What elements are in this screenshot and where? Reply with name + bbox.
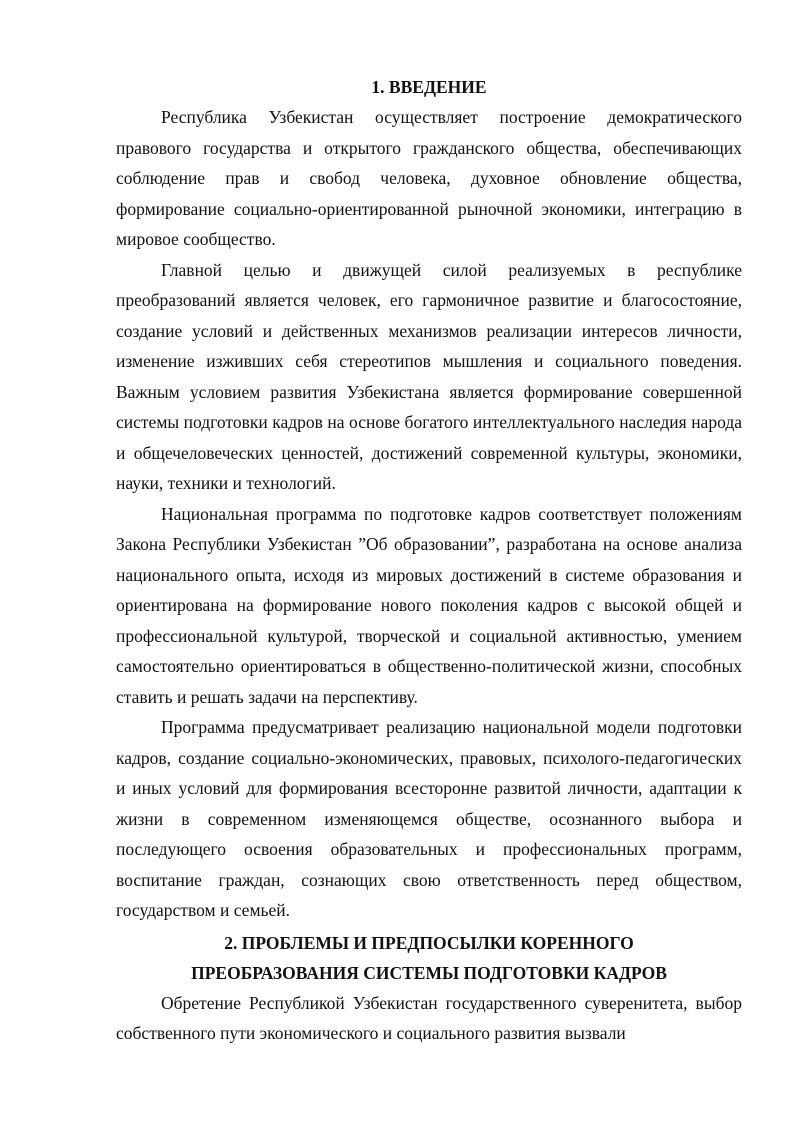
section-1-heading: 1. ВВЕДЕНИЕ <box>371 77 487 97</box>
section-1-paragraph-2: Главной целью и движущей силой реализуемых в республике преобразований является человек, его гармоничное развитие и благосостояние, создание условий и действенных механизмов реализации интересов личности, изменение изживших себя стереотипов мышления и социального поведения. Важным условием развития Узбекистана является формирование совершенной системы подготовки кадров на основе богатого интеллектуального наследия народа и общечеловеческих ценностей, достижений современной культуры, экономики, науки, техники и технологий. <box>116 259 742 493</box>
section-1-paragraph-4: Программа предусматривает реализацию национальной модели подготовки кадров, создание социально-экономических, правовых, психолого-педагогических и иных условий для формирования всесторонне развитой личности, адаптации к жизни в современном изменяющемся обществе, осознанного выбора и последующего освоения образовательных и профессиональных программ, воспитание граждан, сознающих свою ответственность перед обществом, государством и семьей. <box>116 717 742 920</box>
section-2-heading-line-2: ПРЕОБРАЗОВАНИЯ СИСТЕМЫ ПОДГОТОВКИ КАДРОВ <box>191 962 667 983</box>
document-page <box>116 72 742 1049</box>
section-1-paragraph-1: Республика Узбекистан осуществляет построение демократического правового государства и открытого гражданского общества, обеспечивающих соблюдение прав и свобод человека, духовное обновление общества, формирование социально-ориентированной рыночной экономики, интеграцию в мировое сообщество. <box>116 107 742 249</box>
section-2-paragraph-1: Обретение Республикой Узбекистан государственного суверенитета, выбор собственного пути экономического и социального развития вызвали <box>116 992 742 1043</box>
section-2-heading <box>116 928 742 988</box>
section-2-heading-line-1: 2. ПРОБЛЕМЫ И ПРЕДПОСЫЛКИ КОРЕННОГО <box>224 932 634 953</box>
section-1-paragraph-3: Национальная программа по подготовке кадров соответствует положениям Закона Республики Узбекистан ”Об образовании”, разработана на основе анализа национального опыта, исходя из мировых достижений в системе образования и ориентирована на формирование нового поколения кадров с высокой общей и профессиональной культурой, творческой и социальной активностью, умением самостоятельно ориентироваться в общественно-политической жизни, способных ставить и решать задачи на перспективу. <box>116 503 742 707</box>
